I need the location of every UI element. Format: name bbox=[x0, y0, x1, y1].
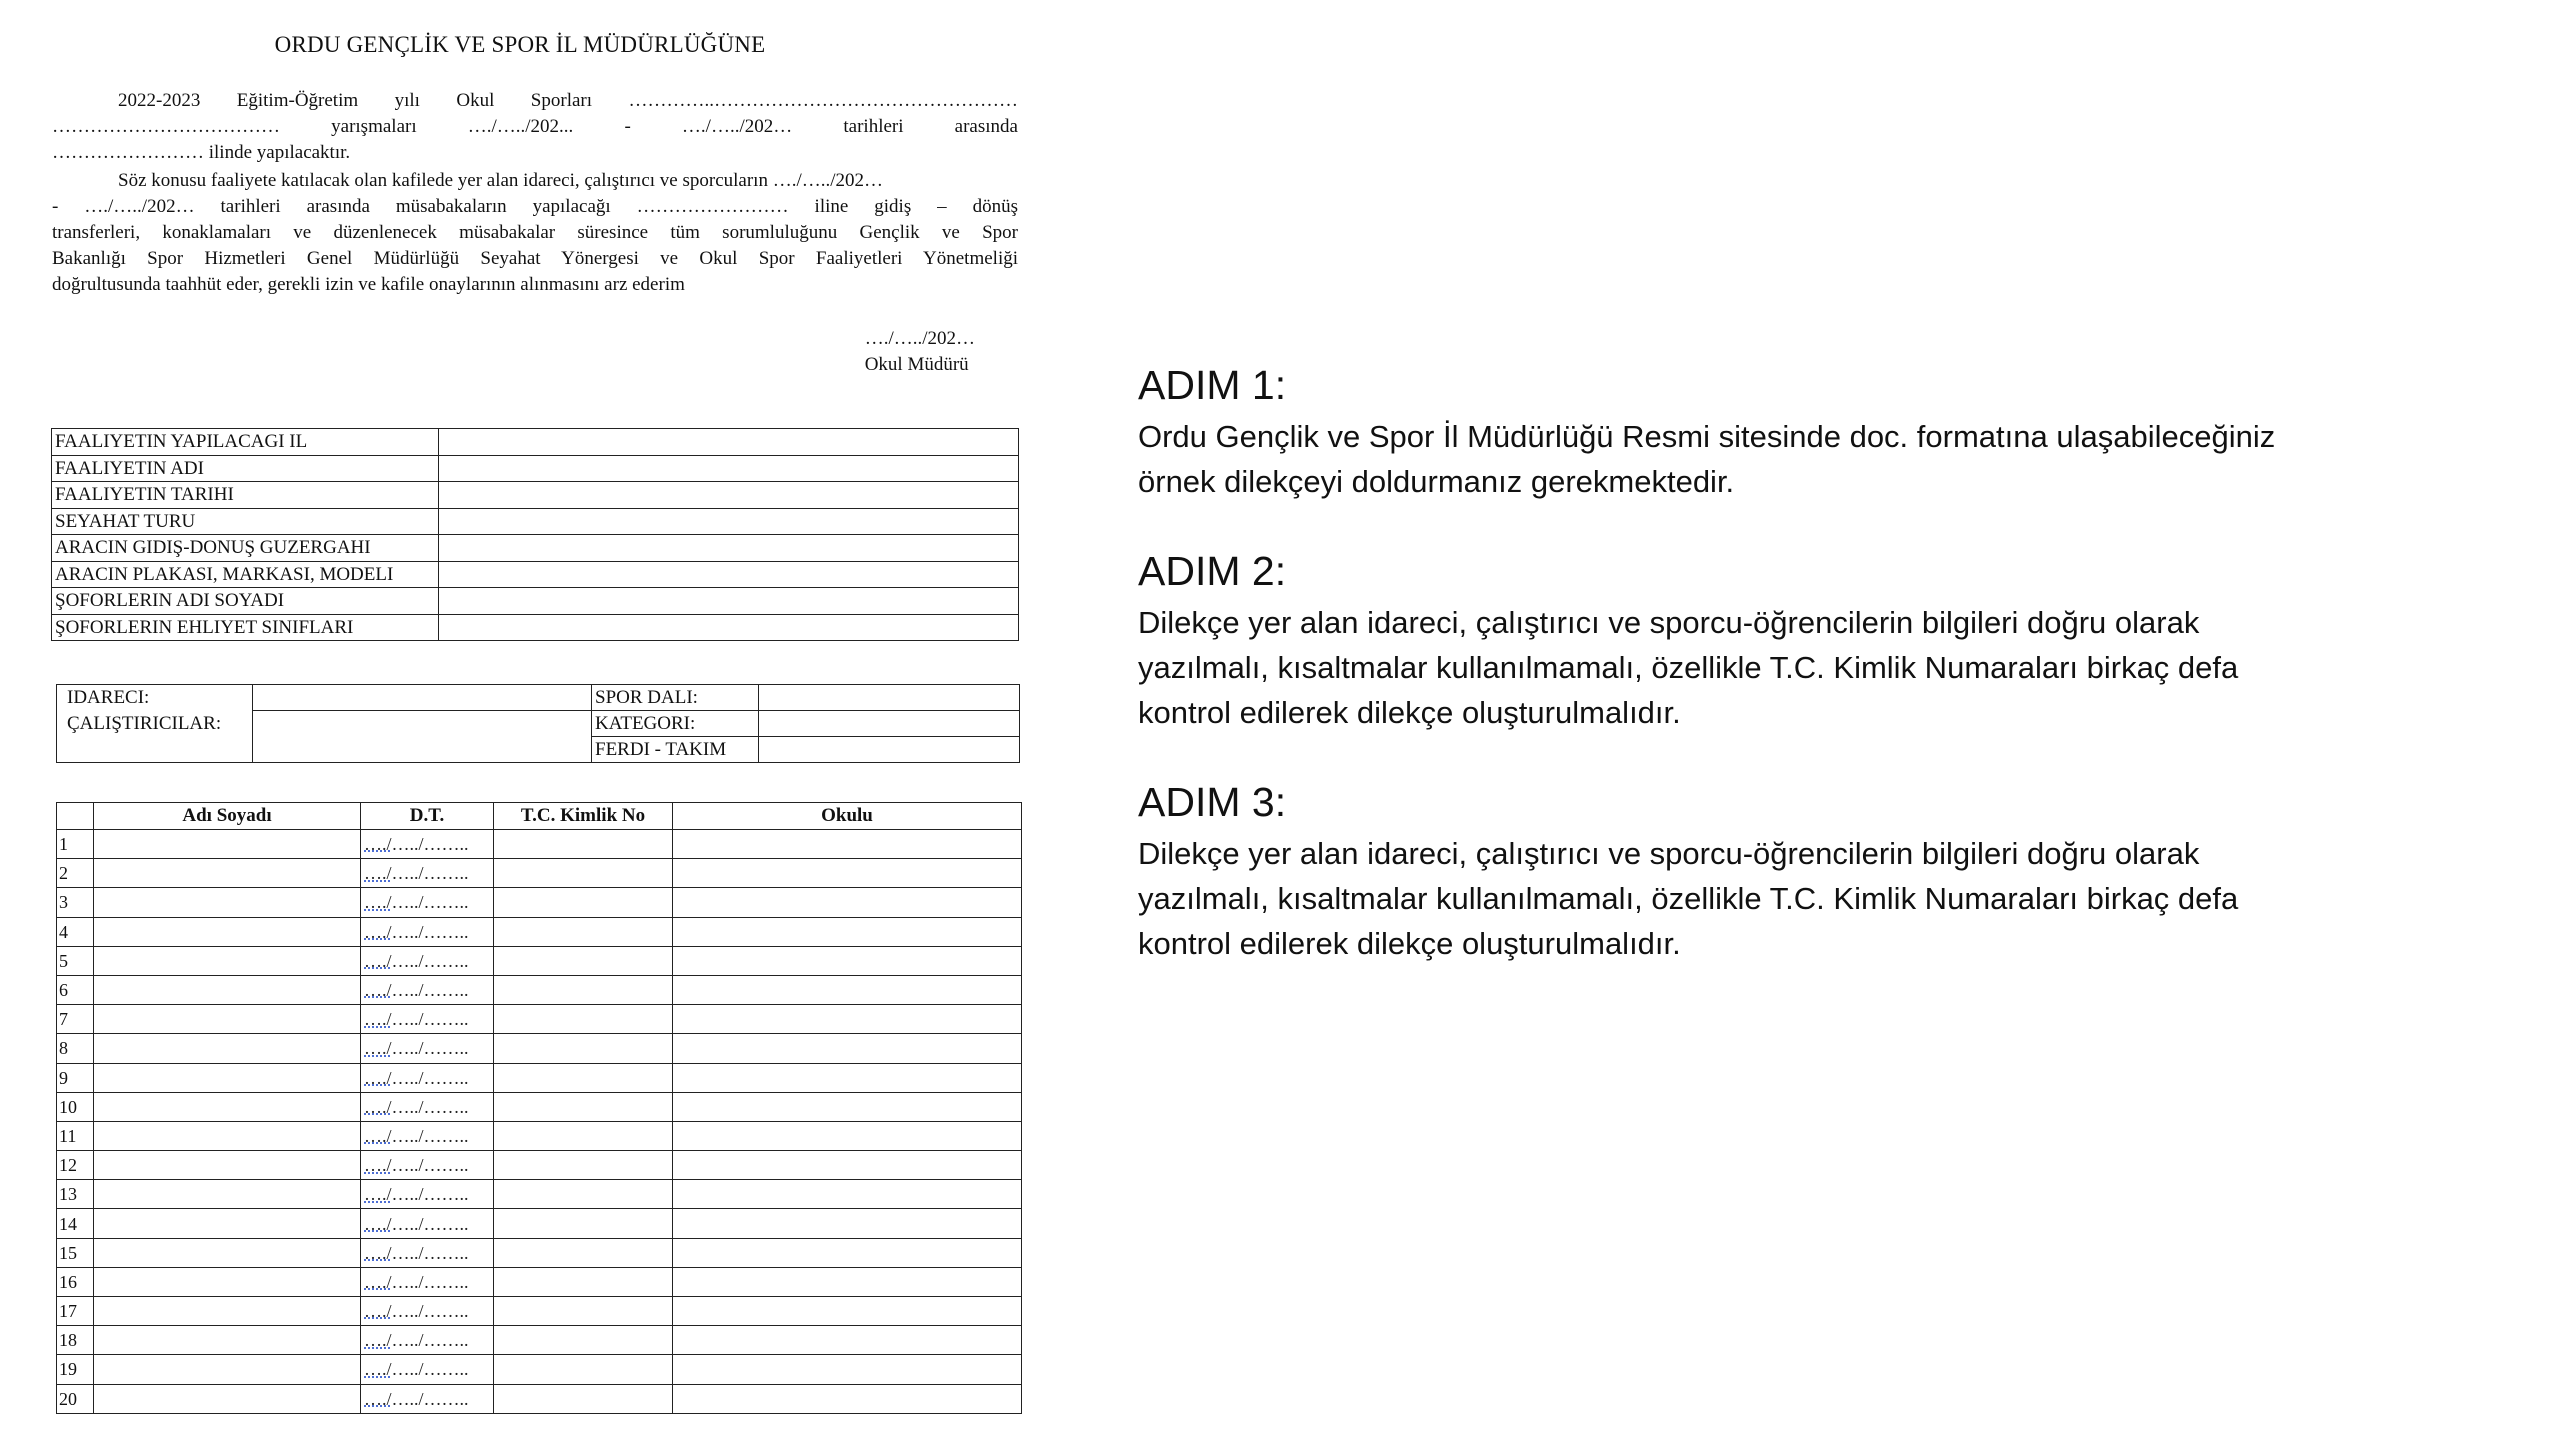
dt-day-placeholder: …./ bbox=[364, 892, 392, 913]
activity-info-label: FAALIYETIN TARIHI bbox=[52, 482, 439, 509]
activity-info-value[interactable] bbox=[439, 535, 1019, 562]
activity-info-row bbox=[52, 561, 1019, 588]
dt-rest-placeholder: …../…….. bbox=[391, 834, 469, 855]
dt-day-placeholder: …./ bbox=[364, 1009, 392, 1030]
athlete-row bbox=[57, 1180, 1022, 1209]
activity-info-label: FAALIYETIN ADI bbox=[52, 455, 439, 482]
athlete-name-cell[interactable] bbox=[94, 917, 361, 946]
athlete-row-number: 11 bbox=[57, 1121, 94, 1150]
athlete-dt-cell[interactable] bbox=[361, 917, 494, 946]
dt-day-placeholder: …./ bbox=[364, 1038, 392, 1059]
athlete-name-cell[interactable] bbox=[94, 1034, 361, 1063]
staff-empty-cell bbox=[253, 737, 592, 763]
athlete-name-cell[interactable] bbox=[94, 1005, 361, 1034]
athlete-tc-cell[interactable] bbox=[494, 1355, 673, 1384]
athlete-row-number: 14 bbox=[57, 1209, 94, 1238]
athlete-row-number: 3 bbox=[57, 888, 94, 917]
athlete-dt-cell[interactable] bbox=[361, 1121, 494, 1150]
dt-rest-placeholder: …../…….. bbox=[391, 1009, 469, 1030]
athlete-row bbox=[57, 1034, 1022, 1063]
athlete-tc-cell[interactable] bbox=[494, 1063, 673, 1092]
athlete-tc-cell[interactable] bbox=[494, 888, 673, 917]
dt-day-placeholder: …./ bbox=[364, 980, 392, 1001]
athlete-dt-cell[interactable] bbox=[361, 946, 494, 975]
activity-info-table bbox=[51, 428, 1019, 641]
dt-rest-placeholder: …../…….. bbox=[391, 1038, 469, 1059]
athlete-row bbox=[57, 1209, 1022, 1238]
activity-info-label: SEYAHAT TURU bbox=[52, 508, 439, 535]
step-text bbox=[1138, 831, 2518, 966]
athlete-tc-cell[interactable] bbox=[494, 1297, 673, 1326]
athlete-school-cell[interactable] bbox=[673, 1267, 1022, 1296]
athlete-row bbox=[57, 859, 1022, 888]
athlete-row bbox=[57, 1384, 1022, 1413]
athlete-row-number: 6 bbox=[57, 975, 94, 1004]
dt-day-placeholder: …./ bbox=[364, 1213, 392, 1234]
paragraph-2-line-1: Söz konusu faaliyete katılacak olan kafilede yer alan idareci, çalıştırıcı ve sporcuların …./…../202… bbox=[118, 170, 884, 191]
dt-day-placeholder: …./ bbox=[364, 863, 392, 884]
dt-day-placeholder: …./ bbox=[364, 1301, 392, 1322]
athlete-row bbox=[57, 1005, 1022, 1034]
text-span: Sporları bbox=[530, 90, 593, 111]
step-title: ADIM 1: bbox=[1138, 362, 1287, 408]
activity-info-value[interactable] bbox=[439, 482, 1019, 509]
dt-day-placeholder: …./ bbox=[364, 1330, 392, 1351]
dt-rest-placeholder: …../…….. bbox=[391, 1096, 469, 1117]
header-number bbox=[57, 803, 94, 830]
dt-rest-placeholder: …../…….. bbox=[391, 1271, 469, 1292]
athlete-school-cell[interactable] bbox=[673, 1151, 1022, 1180]
step-text-line: örnek dilekçeyi doldurmanız gerekmektedir. bbox=[1138, 464, 1735, 499]
athlete-name-cell[interactable] bbox=[94, 1355, 361, 1384]
dt-rest-placeholder: …../…….. bbox=[391, 892, 469, 913]
athlete-name-cell[interactable] bbox=[94, 1267, 361, 1296]
dt-rest-placeholder: …../…….. bbox=[391, 980, 469, 1001]
athlete-tc-cell[interactable] bbox=[494, 1209, 673, 1238]
staff-row-2 bbox=[57, 711, 1020, 737]
step-text-line: Dilekçe yer alan idareci, çalıştırıcı ve sporcu-öğrencilerin bilgileri doğru olarak bbox=[1138, 836, 2200, 871]
athlete-tc-cell[interactable] bbox=[494, 975, 673, 1004]
athlete-dt-cell[interactable] bbox=[361, 859, 494, 888]
athlete-row-number: 9 bbox=[57, 1063, 94, 1092]
athlete-row-number: 16 bbox=[57, 1267, 94, 1296]
activity-info-row bbox=[52, 482, 1019, 509]
athlete-school-cell[interactable] bbox=[673, 1326, 1022, 1355]
athlete-row bbox=[57, 1151, 1022, 1180]
paragraph-1-line-3: …………………… ilinde yapılacaktır. bbox=[52, 142, 351, 163]
athlete-row bbox=[57, 1267, 1022, 1296]
athlete-row bbox=[57, 830, 1022, 859]
athlete-table bbox=[56, 802, 1022, 1414]
dt-day-placeholder: …./ bbox=[364, 1096, 392, 1117]
activity-info-label: ARACIN GIDIŞ-DONUŞ GUZERGAHI bbox=[52, 535, 439, 562]
dt-rest-placeholder: …../…….. bbox=[391, 1155, 469, 1176]
header-tc-no: T.C. Kimlik No bbox=[494, 803, 673, 830]
paragraph-2-line-3: transferleri, konaklamaları ve düzenlenecek müsabakalar süresince tüm sorumluluğunu Gençlik ve Spor bbox=[52, 222, 1018, 243]
activity-info-value[interactable] bbox=[439, 561, 1019, 588]
athlete-name-cell[interactable] bbox=[94, 1063, 361, 1092]
athlete-dt-cell[interactable] bbox=[361, 1005, 494, 1034]
athlete-row bbox=[57, 1326, 1022, 1355]
athlete-tc-cell[interactable] bbox=[494, 859, 673, 888]
activity-info-row bbox=[52, 455, 1019, 482]
kategori-value[interactable] bbox=[759, 711, 1020, 737]
athlete-name-cell[interactable] bbox=[94, 888, 361, 917]
activity-info-value[interactable] bbox=[439, 455, 1019, 482]
text-span: yılı bbox=[394, 90, 420, 111]
idareci-value[interactable] bbox=[253, 685, 592, 711]
athlete-school-cell[interactable] bbox=[673, 859, 1022, 888]
dt-rest-placeholder: …../…….. bbox=[391, 1301, 469, 1322]
athlete-dt-cell[interactable] bbox=[361, 1209, 494, 1238]
text-span: Eğitim-Öğretim bbox=[236, 90, 359, 111]
athlete-school-cell[interactable] bbox=[673, 1297, 1022, 1326]
athlete-row bbox=[57, 917, 1022, 946]
athlete-school-cell[interactable] bbox=[673, 1209, 1022, 1238]
athlete-tc-cell[interactable] bbox=[494, 1326, 673, 1355]
dt-rest-placeholder: …../…….. bbox=[391, 1388, 469, 1409]
athlete-school-cell[interactable] bbox=[673, 888, 1022, 917]
athlete-dt-cell[interactable] bbox=[361, 1180, 494, 1209]
athlete-row-number: 13 bbox=[57, 1180, 94, 1209]
step-2 bbox=[1138, 546, 2518, 735]
athlete-name-cell[interactable] bbox=[94, 946, 361, 975]
activity-info-value[interactable] bbox=[439, 508, 1019, 535]
dt-day-placeholder: …./ bbox=[364, 1125, 392, 1146]
athlete-school-cell[interactable] bbox=[673, 1238, 1022, 1267]
text-span: Okul bbox=[456, 90, 495, 111]
activity-info-value[interactable] bbox=[439, 614, 1019, 641]
paragraph-2-line-5: doğrultusunda taahhüt eder, gerekli izin ve kafile onaylarının alınmasını arz ederim bbox=[52, 274, 685, 295]
activity-info-label: FAALIYETIN YAPILACAGI IL bbox=[52, 429, 439, 456]
athlete-dt-cell[interactable] bbox=[361, 1238, 494, 1267]
activity-info-row bbox=[52, 535, 1019, 562]
paragraph-2-line-2: - …./…../202… tarihleri arasında müsabakaların yapılacağı …………………… iline gidiş – dönüş bbox=[52, 196, 1018, 217]
athlete-dt-cell[interactable] bbox=[361, 1297, 494, 1326]
athlete-name-cell[interactable] bbox=[94, 1121, 361, 1150]
dt-day-placeholder: …./ bbox=[364, 1271, 392, 1292]
athlete-school-cell[interactable] bbox=[673, 1180, 1022, 1209]
step-title: ADIM 2: bbox=[1138, 548, 1287, 594]
athlete-dt-cell[interactable] bbox=[361, 1034, 494, 1063]
dt-rest-placeholder: …../…….. bbox=[391, 950, 469, 971]
athlete-row bbox=[57, 888, 1022, 917]
athlete-tc-cell[interactable] bbox=[494, 1151, 673, 1180]
athlete-row-number: 1 bbox=[57, 830, 94, 859]
dt-day-placeholder: …./ bbox=[364, 1388, 392, 1409]
athlete-name-cell[interactable] bbox=[94, 1092, 361, 1121]
athlete-header-row bbox=[57, 803, 1022, 830]
athlete-name-cell[interactable] bbox=[94, 1297, 361, 1326]
signature-date: …./…../202… bbox=[864, 328, 975, 349]
activity-info-row bbox=[52, 614, 1019, 641]
athlete-school-cell[interactable] bbox=[673, 1355, 1022, 1384]
athlete-name-cell[interactable] bbox=[94, 1151, 361, 1180]
dt-day-placeholder: …./ bbox=[364, 921, 392, 942]
athlete-row-number: 17 bbox=[57, 1297, 94, 1326]
athlete-name-cell[interactable] bbox=[94, 975, 361, 1004]
athlete-row-number: 10 bbox=[57, 1092, 94, 1121]
step-title: ADIM 3: bbox=[1138, 779, 1287, 825]
dt-rest-placeholder: …../…….. bbox=[391, 1213, 469, 1234]
text-span: tarihleri bbox=[843, 116, 904, 137]
text-span: …………..………………………………………… bbox=[628, 90, 1018, 111]
dt-day-placeholder: …./ bbox=[364, 1242, 392, 1263]
athlete-tc-cell[interactable] bbox=[494, 1384, 673, 1413]
athlete-tc-cell[interactable] bbox=[494, 946, 673, 975]
header-school: Okulu bbox=[673, 803, 1022, 830]
text-span: ……………………………… bbox=[52, 116, 280, 137]
dt-rest-placeholder: …../…….. bbox=[391, 921, 469, 942]
athlete-school-cell[interactable] bbox=[673, 1121, 1022, 1150]
athlete-school-cell[interactable] bbox=[673, 1034, 1022, 1063]
spor-dali-value[interactable] bbox=[759, 685, 1020, 711]
athlete-dt-cell[interactable] bbox=[361, 1384, 494, 1413]
athlete-row-number: 18 bbox=[57, 1326, 94, 1355]
step-text-line: yazılmalı, kısaltmalar kullanılmamalı, özellikle T.C. Kimlik Numaraları birkaç defa bbox=[1138, 650, 2239, 685]
kategori-label: KATEGORI: bbox=[592, 711, 759, 737]
athlete-row bbox=[57, 1063, 1022, 1092]
activity-info-row bbox=[52, 429, 1019, 456]
dt-day-placeholder: …./ bbox=[364, 1359, 392, 1380]
athlete-dt-cell[interactable] bbox=[361, 1092, 494, 1121]
dt-rest-placeholder: …../…….. bbox=[391, 1125, 469, 1146]
ferdi-takim-value[interactable] bbox=[759, 737, 1020, 763]
athlete-row-number: 5 bbox=[57, 946, 94, 975]
step-3 bbox=[1138, 777, 2518, 966]
athlete-dt-cell[interactable] bbox=[361, 1151, 494, 1180]
athlete-tc-cell[interactable] bbox=[494, 1267, 673, 1296]
athlete-name-cell[interactable] bbox=[94, 1384, 361, 1413]
athlete-tc-cell[interactable] bbox=[494, 1121, 673, 1150]
activity-info-row bbox=[52, 588, 1019, 615]
athlete-tc-cell[interactable] bbox=[494, 917, 673, 946]
petition-document bbox=[50, 0, 1030, 1440]
idareci-label: IDARECI: bbox=[57, 685, 253, 711]
text-span: yarışmaları bbox=[331, 116, 417, 137]
step-text-line: Ordu Gençlik ve Spor İl Müdürlüğü Resmi sitesinde doc. formatına ulaşabileceğiniz bbox=[1138, 419, 2276, 454]
athlete-row-number: 2 bbox=[57, 859, 94, 888]
text-span: 2022-2023 bbox=[118, 90, 201, 111]
athlete-row bbox=[57, 1121, 1022, 1150]
athlete-tc-cell[interactable] bbox=[494, 1034, 673, 1063]
athlete-tc-cell[interactable] bbox=[494, 1092, 673, 1121]
athlete-row bbox=[57, 1297, 1022, 1326]
text-span: …./…../202… bbox=[681, 116, 793, 137]
athlete-row bbox=[57, 1092, 1022, 1121]
dt-day-placeholder: …./ bbox=[364, 1067, 392, 1088]
athlete-row bbox=[57, 1238, 1022, 1267]
header-name: Adı Soyadı bbox=[94, 803, 361, 830]
dt-rest-placeholder: …../…….. bbox=[391, 1330, 469, 1351]
step-text bbox=[1138, 600, 2518, 735]
activity-info-label: ŞOFORLERIN EHLIYET SINIFLARI bbox=[52, 614, 439, 641]
athlete-tc-cell[interactable] bbox=[494, 1238, 673, 1267]
activity-info-label: ARACIN PLAKASI, MARKASI, MODELI bbox=[52, 561, 439, 588]
dt-rest-placeholder: …../…….. bbox=[391, 1242, 469, 1263]
paragraph-1 bbox=[52, 88, 1018, 166]
dt-rest-placeholder: …../…….. bbox=[391, 1184, 469, 1205]
athlete-school-cell[interactable] bbox=[673, 1092, 1022, 1121]
calistiricilar-label: ÇALIŞTIRICILAR: bbox=[57, 711, 253, 737]
spor-dali-label: SPOR DALI: bbox=[592, 685, 759, 711]
athlete-name-cell[interactable] bbox=[94, 859, 361, 888]
step-text-line: kontrol edilerek dilekçe oluşturulmalıdır. bbox=[1138, 695, 1681, 730]
athlete-row-number: 4 bbox=[57, 917, 94, 946]
athlete-row-number: 7 bbox=[57, 1005, 94, 1034]
step-text bbox=[1138, 414, 2518, 504]
athlete-name-cell[interactable] bbox=[94, 1180, 361, 1209]
athlete-tc-cell[interactable] bbox=[494, 1005, 673, 1034]
activity-info-value[interactable] bbox=[439, 588, 1019, 615]
athlete-school-cell[interactable] bbox=[673, 1063, 1022, 1092]
athlete-name-cell[interactable] bbox=[94, 1326, 361, 1355]
paragraph-1-line-1 bbox=[52, 88, 1018, 114]
text-span: arasında bbox=[954, 116, 1018, 137]
paragraph-2-line-4: Bakanlığı Spor Hizmetleri Genel Müdürlüğü Seyahat Yönergesi ve Okul Spor Faaliyetleri Yönetmeliği bbox=[52, 248, 1018, 269]
step-1 bbox=[1138, 360, 2518, 504]
dt-day-placeholder: …./ bbox=[364, 1155, 392, 1176]
athlete-dt-cell[interactable] bbox=[361, 1326, 494, 1355]
athlete-tc-cell[interactable] bbox=[494, 1180, 673, 1209]
athlete-row-number: 15 bbox=[57, 1238, 94, 1267]
activity-info-value[interactable] bbox=[439, 429, 1019, 456]
athlete-school-cell[interactable] bbox=[673, 917, 1022, 946]
athlete-name-cell[interactable] bbox=[94, 1238, 361, 1267]
staff-table bbox=[56, 684, 1020, 763]
staff-row-3 bbox=[57, 737, 1020, 763]
instruction-steps bbox=[1138, 360, 2518, 1008]
activity-info-label: ŞOFORLERIN ADI SOYADI bbox=[52, 588, 439, 615]
athlete-school-cell[interactable] bbox=[673, 830, 1022, 859]
text-span: …./…../202... bbox=[467, 116, 574, 137]
athlete-row-number: 20 bbox=[57, 1384, 94, 1413]
athlete-dt-cell[interactable] bbox=[361, 888, 494, 917]
athlete-row bbox=[57, 1355, 1022, 1384]
signature-block bbox=[865, 326, 975, 378]
step-text-line: Dilekçe yer alan idareci, çalıştırıcı ve sporcu-öğrencilerin bilgileri doğru olarak bbox=[1138, 605, 2200, 640]
paragraph-1-line-2 bbox=[52, 114, 1018, 140]
athlete-dt-cell[interactable] bbox=[361, 830, 494, 859]
athlete-dt-cell[interactable] bbox=[361, 975, 494, 1004]
step-text-line: kontrol edilerek dilekçe oluşturulmalıdır. bbox=[1138, 926, 1681, 961]
paragraph-2 bbox=[52, 168, 1018, 298]
calistiricilar-value[interactable] bbox=[253, 711, 592, 737]
staff-empty-cell bbox=[57, 737, 253, 763]
dt-day-placeholder: …./ bbox=[364, 950, 392, 971]
dt-rest-placeholder: …../…….. bbox=[391, 1067, 469, 1088]
signature-role: Okul Müdürü bbox=[864, 354, 969, 375]
athlete-school-cell[interactable] bbox=[673, 1005, 1022, 1034]
athlete-name-cell[interactable] bbox=[94, 830, 361, 859]
dt-day-placeholder: …./ bbox=[364, 1184, 392, 1205]
athlete-dt-cell[interactable] bbox=[361, 1355, 494, 1384]
athlete-tc-cell[interactable] bbox=[494, 830, 673, 859]
dt-rest-placeholder: …../…….. bbox=[391, 1359, 469, 1380]
athlete-school-cell[interactable] bbox=[673, 975, 1022, 1004]
athlete-row bbox=[57, 975, 1022, 1004]
dt-rest-placeholder: …../…….. bbox=[391, 863, 469, 884]
athlete-school-cell[interactable] bbox=[673, 1384, 1022, 1413]
staff-row-1 bbox=[57, 685, 1020, 711]
text-span: - bbox=[624, 116, 631, 137]
athlete-dt-cell[interactable] bbox=[361, 1267, 494, 1296]
athlete-dt-cell[interactable] bbox=[361, 1063, 494, 1092]
athlete-school-cell[interactable] bbox=[673, 946, 1022, 975]
dt-day-placeholder: …./ bbox=[364, 834, 392, 855]
athlete-row-number: 19 bbox=[57, 1355, 94, 1384]
ferdi-takim-label: FERDI - TAKIM bbox=[592, 737, 759, 763]
athlete-row-number: 8 bbox=[57, 1034, 94, 1063]
header-dt: D.T. bbox=[361, 803, 494, 830]
athlete-row-number: 12 bbox=[57, 1151, 94, 1180]
athlete-name-cell[interactable] bbox=[94, 1209, 361, 1238]
step-text-line: yazılmalı, kısaltmalar kullanılmamalı, özellikle T.C. Kimlik Numaraları birkaç defa bbox=[1138, 881, 2239, 916]
document-title: ORDU GENÇLİK VE SPOR İL MÜDÜRLÜĞÜNE bbox=[274, 32, 766, 57]
athlete-row bbox=[57, 946, 1022, 975]
activity-info-row bbox=[52, 508, 1019, 535]
